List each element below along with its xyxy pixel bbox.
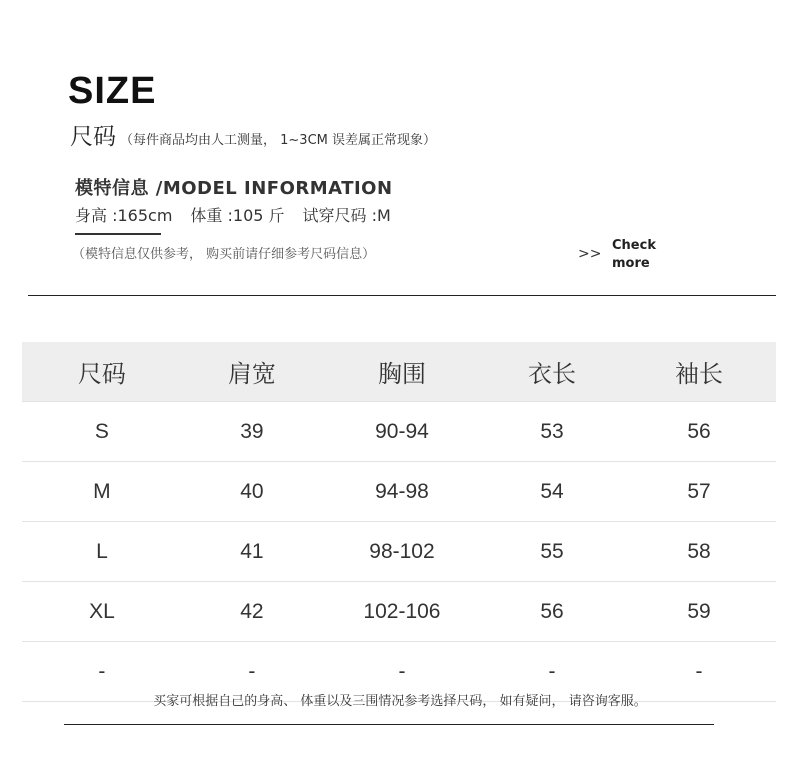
subtitle-row xyxy=(70,118,436,151)
check-more-label-1: Check xyxy=(612,238,656,253)
model-note: （模特信息仅供参考， 购买前请仔细参考尺码信息） xyxy=(72,247,376,262)
model-heading: 模特信息 /MODEL INFORMATION xyxy=(75,178,393,199)
subtitle-note: （每件商品均由人工测量， 1~3CM 误差属正常现象） xyxy=(120,133,436,148)
header-size: 尺码 xyxy=(22,342,182,402)
table-cell: 58 xyxy=(622,522,776,582)
table-row xyxy=(22,582,776,642)
table-header-row xyxy=(22,342,776,402)
footer-note: 买家可根据自己的身高、 体重以及三围情况参考选择尺码， 如有疑问， 请咨询客服。 xyxy=(153,694,647,709)
header-chest: 胸围 xyxy=(322,342,482,402)
table-cell: S xyxy=(22,402,182,462)
model-weight: 体重 :105 斤 xyxy=(190,206,285,225)
check-more-label-2: more xyxy=(612,256,650,271)
table-cell: - xyxy=(322,642,482,702)
table-row xyxy=(22,462,776,522)
table-cell: 94-98 xyxy=(322,462,482,522)
model-stats xyxy=(75,203,391,226)
table-cell: - xyxy=(482,642,622,702)
table-cell: 102-106 xyxy=(322,582,482,642)
table-cell: - xyxy=(22,642,182,702)
table-cell: XL xyxy=(22,582,182,642)
header-length: 衣长 xyxy=(482,342,622,402)
check-more-link[interactable] xyxy=(612,237,672,273)
header-shoulder: 肩宽 xyxy=(182,342,322,402)
model-height: 身高 :165cm xyxy=(75,206,173,225)
model-underline xyxy=(75,233,161,235)
table-cell: 90-94 xyxy=(322,402,482,462)
model-size: 试穿尺码 :M xyxy=(302,206,391,225)
table-cell: 40 xyxy=(182,462,322,522)
subtitle-main: 尺码 xyxy=(70,124,116,150)
double-chevron-right-icon[interactable]: >> xyxy=(578,246,602,262)
table-cell: L xyxy=(22,522,182,582)
table-cell: 55 xyxy=(482,522,622,582)
size-table xyxy=(22,342,776,702)
table-cell: 42 xyxy=(182,582,322,642)
table-cell: 59 xyxy=(622,582,776,642)
table-cell: 39 xyxy=(182,402,322,462)
table-cell: 98-102 xyxy=(322,522,482,582)
table-cell: 56 xyxy=(482,582,622,642)
table-cell: 54 xyxy=(482,462,622,522)
table-cell: 53 xyxy=(482,402,622,462)
table-row xyxy=(22,522,776,582)
table-cell: M xyxy=(22,462,182,522)
table-cell: 41 xyxy=(182,522,322,582)
table-cell: - xyxy=(622,642,776,702)
divider-bottom xyxy=(64,724,714,725)
table-cell: 56 xyxy=(622,402,776,462)
header-sleeve: 袖长 xyxy=(622,342,776,402)
table-cell: 57 xyxy=(622,462,776,522)
table-row xyxy=(22,402,776,462)
divider-top xyxy=(28,295,776,296)
table-cell: - xyxy=(182,642,322,702)
page-title: SIZE xyxy=(68,70,157,112)
